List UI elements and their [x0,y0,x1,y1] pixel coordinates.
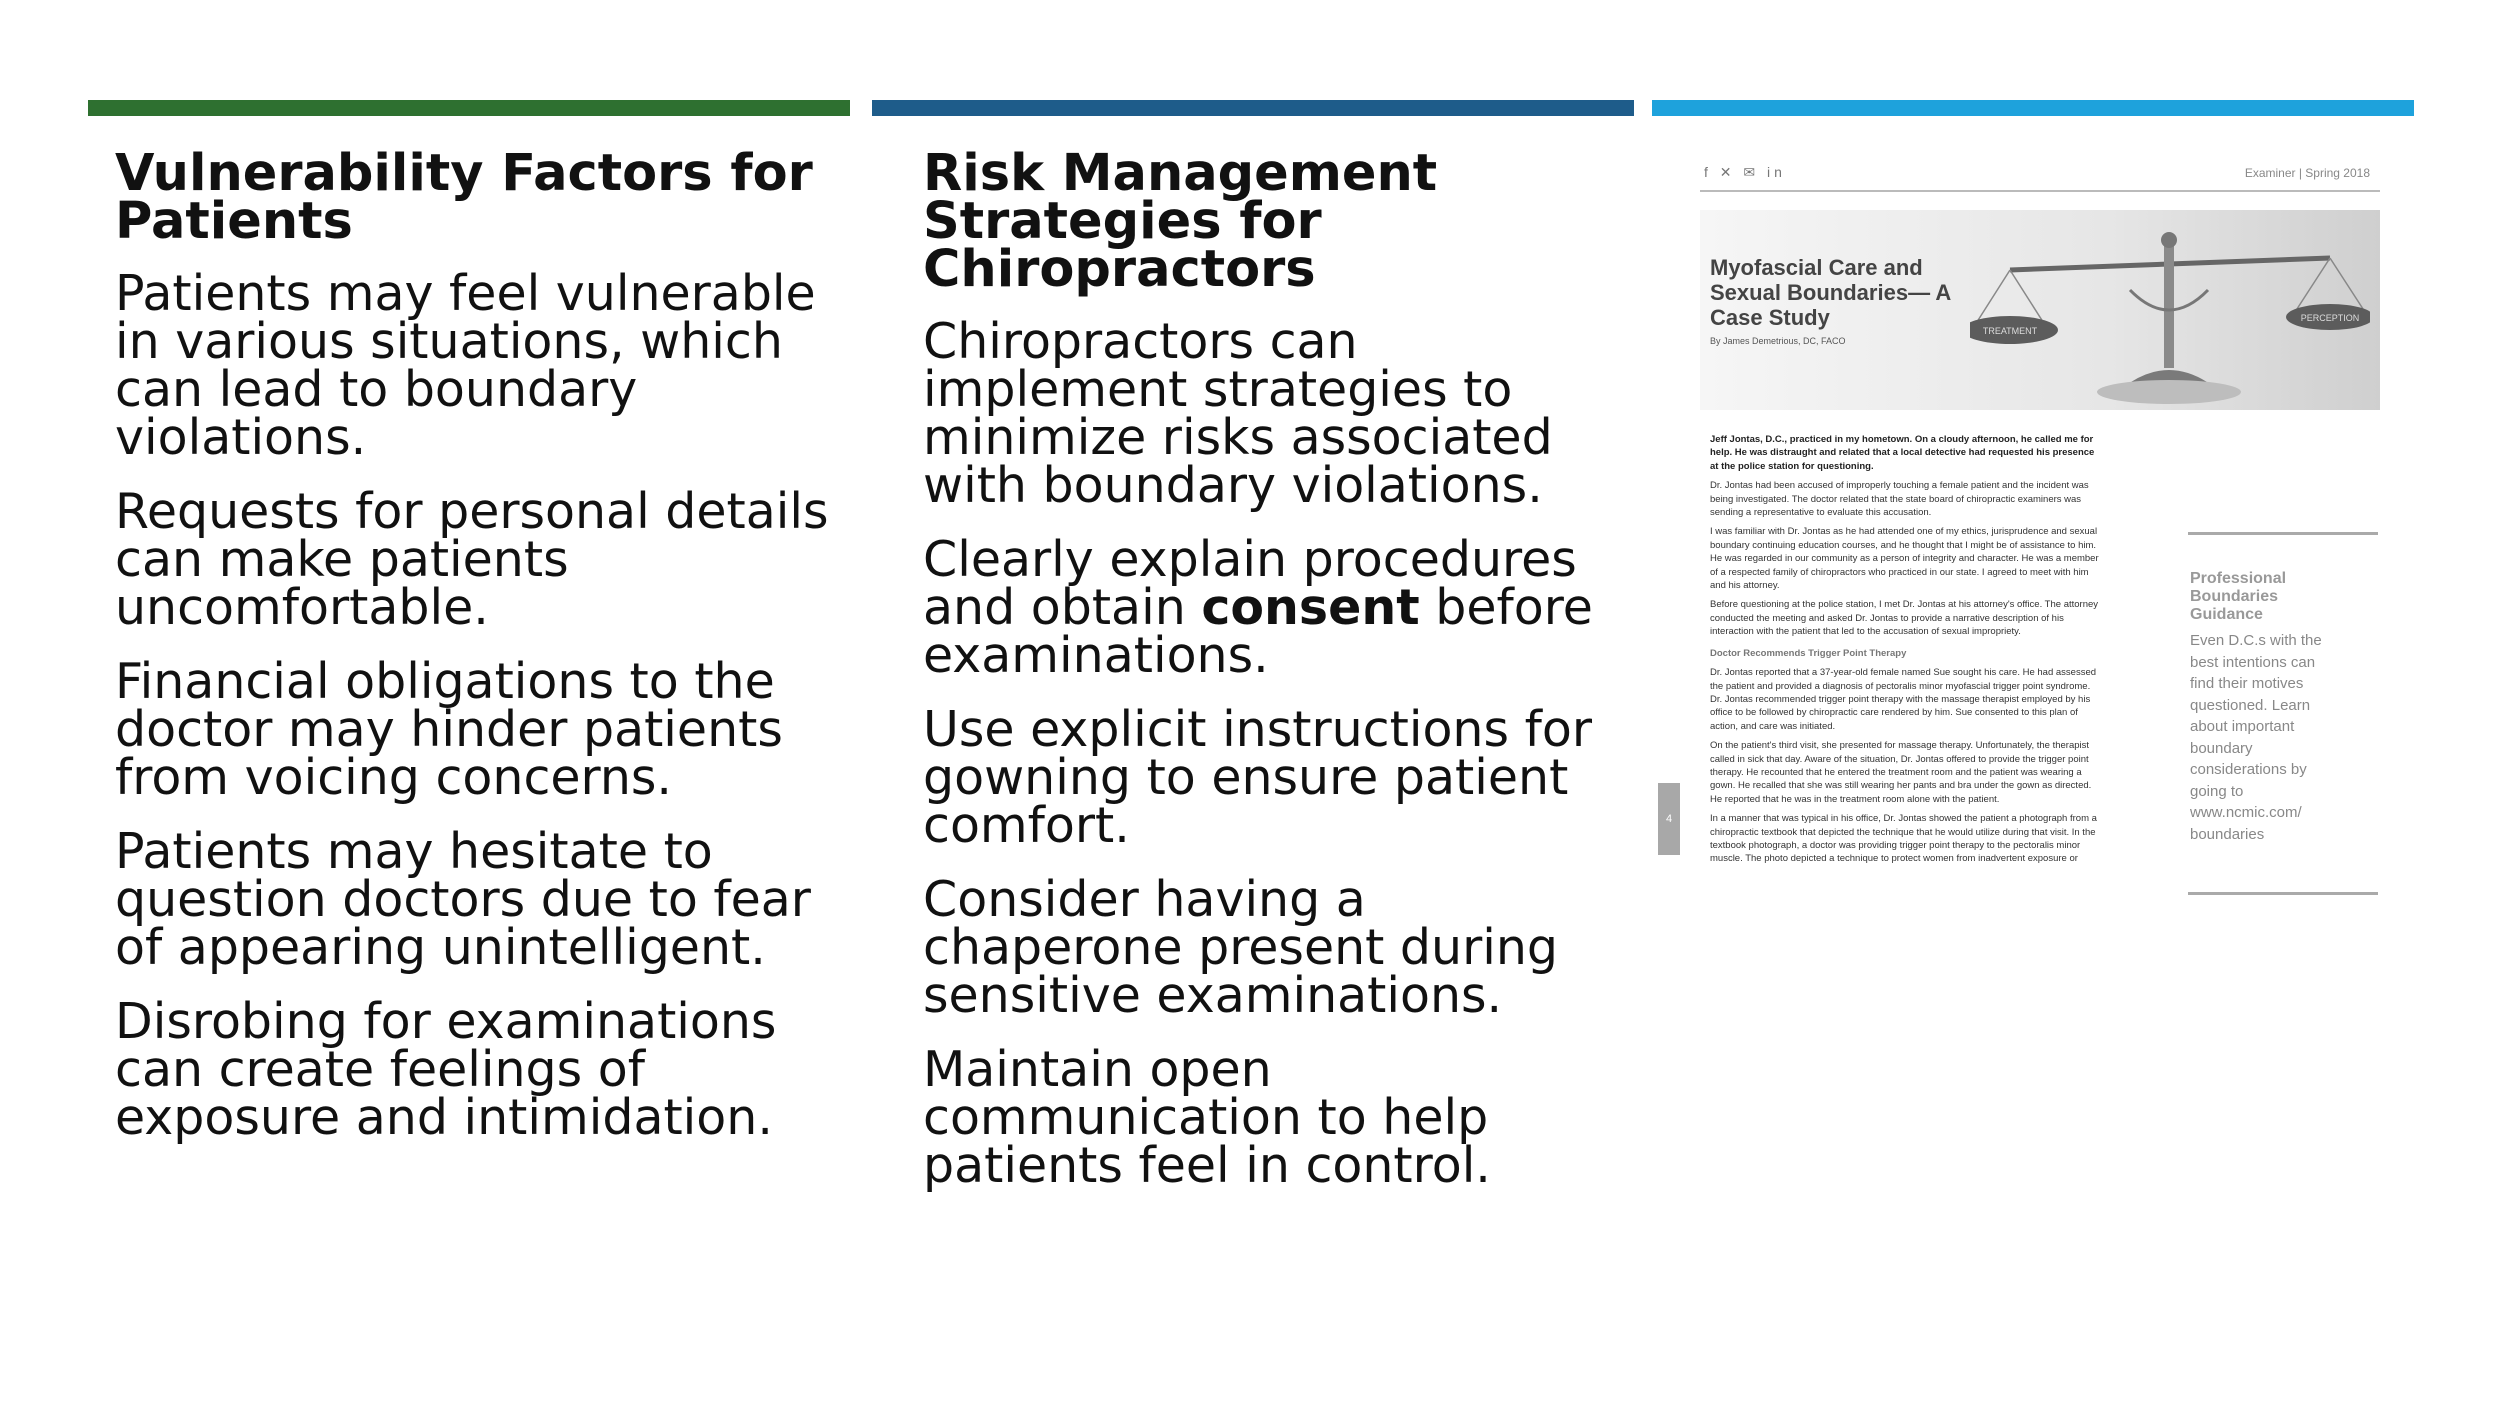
accent-bar-navy [872,100,1634,116]
scale-label-perception: PERCEPTION [2300,313,2360,323]
issue-label: Examiner | Spring 2018 [2244,166,2370,180]
sidebar-text: Even D.C.s with the best intentions can find their motives questioned. Learn about important boundary considerations by going to www.ncmic.com/ boundaries [2190,632,2322,843]
article-subheading: Doctor Recommends Trigger Point Therapy [1710,647,1907,659]
article-paragraph: I was familiar with Dr. Jontas as he had attended one of my ethics, jurisprudence and sexual boundary continuing education courses, and he thought that I might be of assistance to him. He was regarded in our community as a person of integrity and character. He was a member of a respected family of chiropractors who practiced in our state. I agreed to meet with him and his attorney. [1710,526,2099,592]
vulnerability-heading: Vulnerability Factors for Patients [115,144,813,251]
strategy-text: Clearly explain procedures and obtain [923,531,1577,636]
article-page-image [1700,160,2390,1070]
vulnerability-point: Patients may feel vulnerable in various situations, which can lead to boundary violations. [115,265,816,466]
vulnerability-point: Financial obligations to the doctor may hinder patients from voicing concerns. [115,653,783,806]
vulnerability-column [115,144,835,1168]
consent-emphasis: consent [1201,579,1420,636]
vulnerability-point: Disrobing for examinations can create feelings of exposure and intimidation. [115,993,777,1146]
article-header-strip [1700,160,2380,192]
page-number-tab: 4 [1658,783,1680,855]
risk-management-heading: Risk Management Strategies for Chiropractors [923,144,1438,299]
sidebar-bottom-rule [2188,892,2378,895]
strategy-point: Use explicit instructions for gowning to ensure patient comfort. [923,701,1592,854]
article-body [1710,433,2100,872]
strategy-point: Consider having a chaperone present during sensitive examinations. [923,871,1559,1024]
balance-scale-icon [1970,230,2370,410]
strategy-text: before examinations. [923,579,1593,684]
sidebar-heading: Professional Boundaries Guidance [2190,570,2287,623]
article-paragraph: Before questioning at the police station, I met Dr. Jontas at his attorney's office. The attorney conducted the meeting and asked Dr. Jontas to provide a narrative description of his interaction with the patient that led to the accusation of sexual impropriety. [1710,599,2099,638]
sidebar-top-rule [2188,532,2378,535]
strategy-point: Maintain open communication to help patients feel in control. [923,1041,1491,1194]
strategy-point-consent [923,531,1623,684]
article-paragraph: Dr. Jontas reported that a 37-year-old female named Sue sought his care. He had assessed the patient and provided a diagnosis of pectoralis minor myofascial trigger point syndrome. Dr. Jontas recommended trigger point therapy with the massage therapist employed by his office to be followed by chiropractic care rendered by him. Sue consented to this plan of action, and care was initiated. [1710,667,2097,732]
vulnerability-point: Patients may hesitate to question doctors due to fear of appearing unintelligent. [115,823,811,976]
scale-label-treatment: TREATMENT [1982,326,2038,336]
article-title: Myofascial Care and Sexual Boundaries— A Case Study [1710,255,1951,330]
vulnerability-point: Requests for personal details can make patients uncomfortable. [115,483,829,636]
social-icons: f ✕ ✉ in [1704,164,1786,180]
article-lead: Jeff Jontas, D.C., practiced in my hometown. On a cloudy afternoon, he called me for help. He was distraught and related that a local detective had requested his presence at the police station for questioning. [1710,434,2095,472]
article-paragraph: Dr. Jontas had been accused of improperly touching a female patient and the incident was being investigated. The doctor related that the state board of chiropractic examiners was sending a representative to evaluate this accusation. [1710,480,2089,519]
accent-bar-green [88,100,850,116]
article-byline: By James Demetrious, DC, FACO [1710,336,1846,346]
accent-bar-blue [1652,100,2414,116]
article-paragraph: In a manner that was typical in his office, Dr. Jontas showed the patient a photograph from a chiropractic textbook that depicted the technique that he would utilize during that visit. In the textbook photograph, a doctor was providing trigger point therapy to the pectoralis minor muscle. The photo depicted a technique to protect women from inadvertent exposure or [1710,813,2097,865]
risk-management-column [923,144,1623,1216]
article-paragraph: On the patient's third visit, she presented for massage therapy. Unfortunately, the therapist called in sick that day. Aware of the situation, Dr. Jontas offered to provide the trigger point therapy. He recounted that he entered the treatment room and the patient was wearing a gown. He recalled that she was still wearing her pants and bra under the gown as directed. He reported that he was in the treatment room alone with the patient. [1710,740,2092,805]
strategy-point: Chiropractors can implement strategies to minimize risks associated with boundary violations. [923,313,1553,514]
